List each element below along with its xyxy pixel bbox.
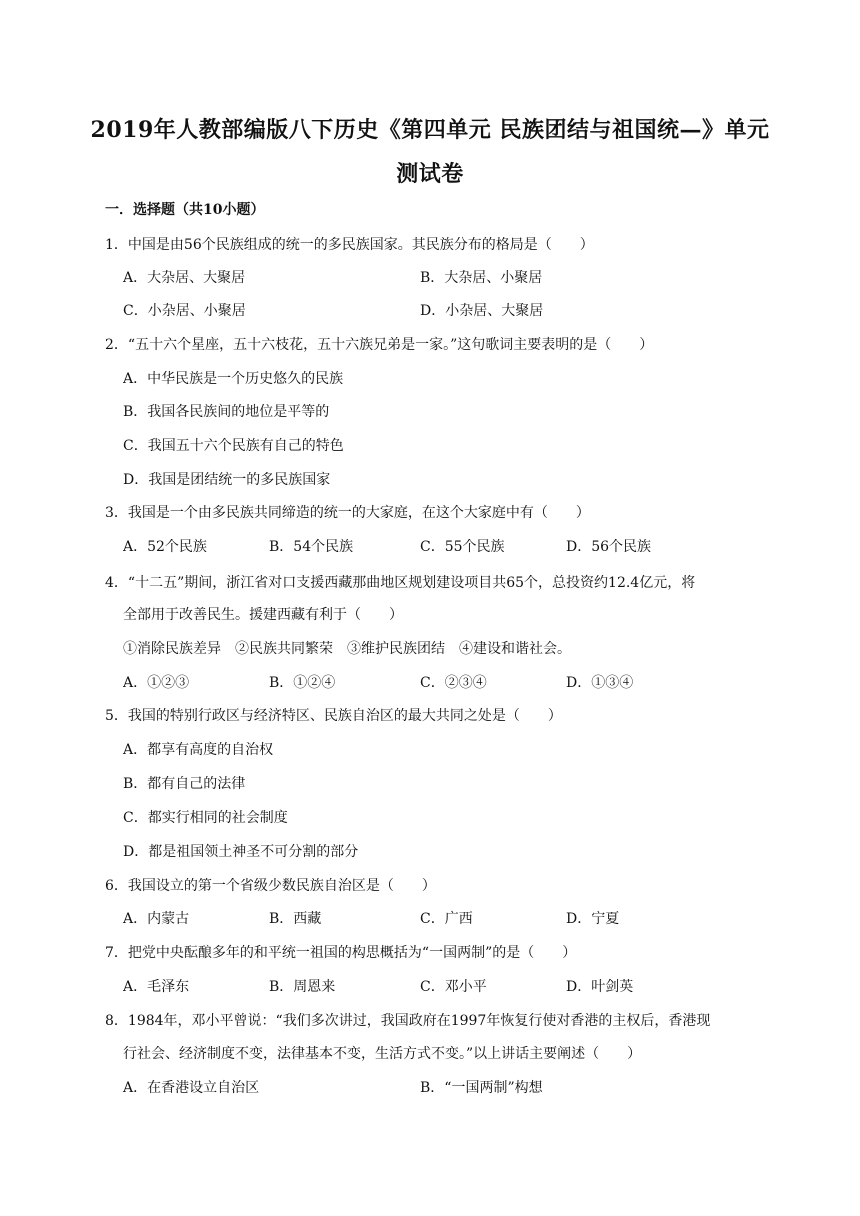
question-7-option-c: C．邓小平 [420, 979, 487, 995]
question-3-stem: 3．我国是一个由多民族共同缔造的统一的大家庭，在这个大家庭中有（ ） [105, 505, 590, 521]
question-2-option-c: C．我国五十六个民族有自己的特色 [123, 438, 344, 454]
question-8-option-b: B．“一国两制”构想 [420, 1080, 543, 1096]
question-4-option-a: A．①②③ [123, 675, 190, 691]
question-3-option-c: C．55个民族 [420, 539, 505, 555]
question-1-option-a: A．大杂居、大聚居 [123, 270, 246, 286]
question-4-statements: ①消除民族差异 ②民族共同繁荣 ③维护民族团结 ④建设和谐社会。 [123, 641, 571, 657]
question-1-option-d: D．小杂居、大聚居 [420, 303, 544, 319]
question-1-option-c: C．小杂居、小聚居 [123, 303, 246, 319]
question-7-option-b: B．周恩来 [269, 979, 336, 995]
question-3-option-b: B．54个民族 [269, 539, 354, 555]
question-4-option-b: B．①②④ [269, 675, 336, 691]
question-6-option-a: A．内蒙古 [123, 911, 190, 927]
question-1-option-b: B．大杂居、小聚居 [420, 270, 543, 286]
question-6-stem: 6．我国设立的第一个省级少数民族自治区是（ ） [105, 878, 436, 894]
question-2-option-d: D．我国是团结统一的多民族国家 [123, 472, 331, 488]
question-5-option-c: C．都实行相同的社会制度 [123, 810, 288, 826]
question-8-stem-line-1: 8．1984年，邓小平曾说：“我们多次讲过，我国政府在1997年恢复行使对香港的主权后，香港现 [105, 1013, 711, 1029]
question-5-option-d: D．都是祖国领土神圣不可分割的部分 [123, 844, 359, 860]
question-4-option-d: D．①③④ [566, 675, 634, 691]
question-8-stem-line-2: 行社会、经济制度不变，法律基本不变，生活方式不变。”以上讲话主要阐述（ ） [123, 1046, 642, 1062]
question-7-stem: 7．把党中央酝酿多年的和平统一祖国的构思概括为“一国两制”的是（ ） [105, 945, 577, 961]
question-5-stem: 5．我国的特别行政区与经济特区、民族自治区的最大共同之处是（ ） [105, 708, 562, 724]
section-heading: 一．选择题（共10小题） [105, 202, 265, 218]
question-6-option-b: B．西藏 [269, 911, 322, 927]
document-title-line-2: 测试卷 [396, 161, 464, 187]
question-6-option-d: D．宁夏 [566, 911, 620, 927]
question-1-stem: 1．中国是由56个民族组成的统一的多民族国家。其民族分布的格局是（ ） [105, 237, 594, 253]
question-4-stem-line-1: 4．“十二五”期间，浙江省对口支援西藏那曲地区规划建设项目共65个，总投资约12.4亿元，将 [105, 575, 696, 591]
question-7-option-a: A．毛泽东 [123, 979, 190, 995]
question-6-option-c: C．广西 [420, 911, 473, 927]
question-4-stem-line-2: 全部用于改善民生。援建西藏有利于（ ） [123, 607, 403, 623]
document-title-line-1: 2019年人教部编版八下历史《第四单元 民族团结与祖国统—》单元 [90, 117, 770, 143]
question-3-option-d: D．56个民族 [566, 539, 652, 555]
question-5-option-b: B．都有自己的法律 [123, 776, 246, 792]
question-8-option-a: A．在香港设立自治区 [123, 1080, 260, 1096]
question-2-option-b: B．我国各民族间的地位是平等的 [123, 404, 330, 420]
question-2-stem: 2．“五十六个星座，五十六枝花，五十六族兄弟是一家。”这句歌词主要表明的是（ ） [105, 337, 654, 353]
question-5-option-a: A．都享有高度的自治权 [123, 742, 274, 758]
question-2-option-a: A．中华民族是一个历史悠久的民族 [123, 371, 344, 387]
question-7-option-d: D．叶剑英 [566, 979, 634, 995]
question-4-option-c: C．②③④ [420, 675, 487, 691]
question-3-option-a: A．52个民族 [123, 539, 207, 555]
